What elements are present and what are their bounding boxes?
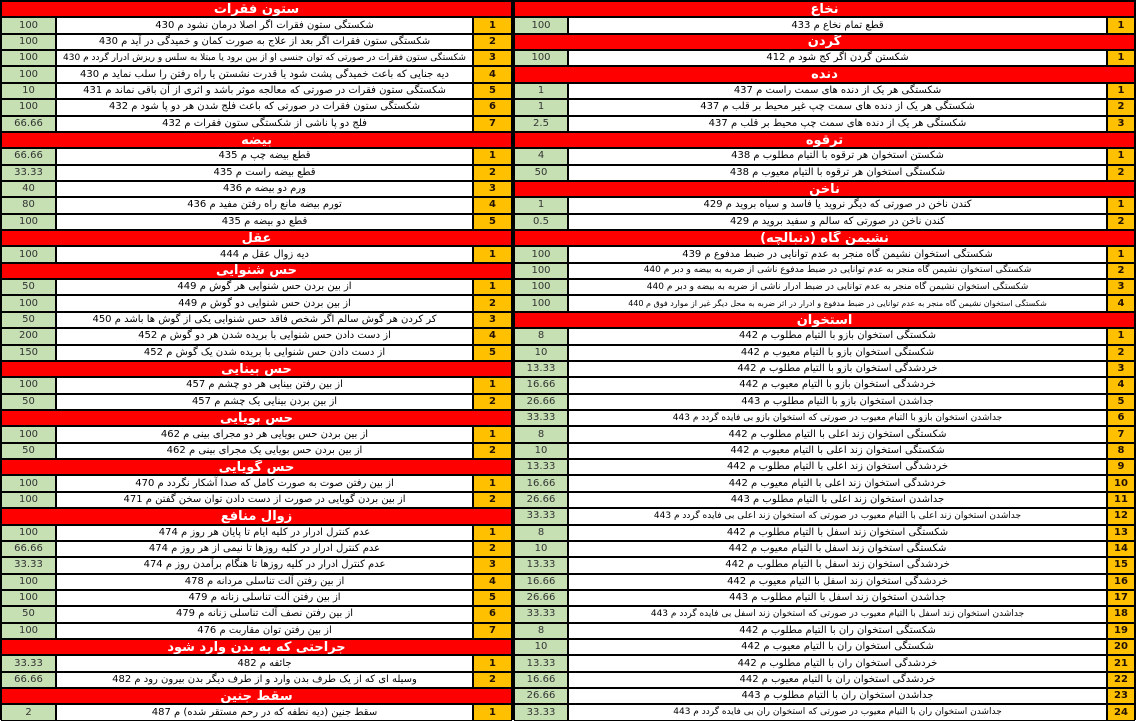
- value-cell[interactable]: 33.33: [1, 165, 56, 181]
- value-cell[interactable]: 100: [1, 17, 56, 33]
- value-cell[interactable]: 100: [1, 99, 56, 115]
- description-cell[interactable]: قطع تمام نخاع م 433: [568, 17, 1107, 33]
- right-table: [513, 0, 1136, 720]
- value-cell[interactable]: 1: [514, 197, 568, 213]
- value-cell[interactable]: 40: [1, 181, 56, 197]
- row-number-cell[interactable]: 2: [473, 443, 512, 459]
- row-number-cell[interactable]: 5: [473, 590, 512, 606]
- value-cell[interactable]: 13.33: [514, 459, 568, 475]
- row-number-cell[interactable]: 1: [1107, 83, 1135, 99]
- value-cell[interactable]: 100: [1, 574, 56, 590]
- description-cell[interactable]: شکستگی هر یک از دنده های سمت چپ محیط بر قلب م 437: [568, 116, 1107, 132]
- description-cell[interactable]: کندن ناخن در صورتی که دیگر نروید یا فاسد و سیاه بروید م 429: [568, 197, 1107, 213]
- description-cell[interactable]: از بین رفتن توان مقاربت م 476: [56, 623, 473, 639]
- description-cell[interactable]: کر کردن هر گوش سالم اگر شخص فاقد حس شنوایی یکی از گوش ها باشد م 450: [56, 312, 473, 328]
- value-cell[interactable]: 26.66: [514, 394, 568, 410]
- value-cell[interactable]: 26.66: [514, 688, 568, 704]
- description-cell[interactable]: از بین بردن حس شنوایی دو گوش م 449: [56, 295, 473, 311]
- value-cell[interactable]: 66.66: [1, 148, 56, 164]
- section-header[interactable]: سقط جنین: [1, 688, 512, 704]
- description-cell[interactable]: جداشدن استخوان ران با التیام معیوب در صورتی که استخوان ران بی فایده گردد م 443: [568, 704, 1107, 720]
- value-cell[interactable]: 100: [1, 66, 56, 82]
- description-cell[interactable]: تورم بیضه مانع راه رفتن مفید م 436: [56, 197, 473, 213]
- description-cell[interactable]: جداشدن استخوان ران با التیام مطلوب م 443: [568, 688, 1107, 704]
- description-cell[interactable]: عدم کنترل ادرار در کلیه روزها تا هنگام برآمدن روز م 474: [56, 557, 473, 573]
- row-number-cell[interactable]: 1: [473, 17, 512, 33]
- description-cell[interactable]: وسیله ای که از یک طرف بدن وارد و از طرف دیگر بدن بیرون رود م 482: [56, 672, 473, 688]
- description-cell[interactable]: دیه جنایی که باعث خمیدگی پشت شود یا قدرت نشستن یا راه رفتن را سلب نماید م 430: [56, 66, 473, 82]
- row-number-cell[interactable]: 1: [473, 655, 512, 671]
- value-cell[interactable]: 1: [514, 99, 568, 115]
- value-cell[interactable]: 2.5: [514, 116, 568, 132]
- description-cell[interactable]: شکستگی استخوان نشیمن گاه منجر به عدم توانایی در ضبط مدفوع م 439: [568, 246, 1107, 262]
- description-cell[interactable]: شکستگی استخوان نشیمن گاه منجر به عدم توانایی در ضبط ادرار ناشی از ضربه به بیضه و دبر م 440: [568, 279, 1107, 295]
- description-cell[interactable]: عدم کنترل ادرار در کلیه روزها تا نیمی از هر روز م 474: [56, 541, 473, 557]
- row-number-cell[interactable]: 3: [473, 312, 512, 328]
- value-cell[interactable]: 100: [1, 50, 56, 66]
- description-cell[interactable]: از بین بردن حس بویایی هر دو مجرای بینی م 462: [56, 426, 473, 442]
- value-cell[interactable]: 0.5: [514, 214, 568, 230]
- description-cell[interactable]: دیه زوال عقل م 444: [56, 246, 473, 262]
- row-number-cell[interactable]: 23: [1107, 688, 1135, 704]
- row-number-cell[interactable]: 2: [473, 34, 512, 50]
- row-number-cell[interactable]: 12: [1107, 508, 1135, 524]
- value-cell[interactable]: 10: [1, 83, 56, 99]
- description-cell[interactable]: از بین رفتن نصف آلت تناسلی زنانه م 479: [56, 606, 473, 622]
- section-header[interactable]: نشیمن گاه (دنبالچه): [514, 230, 1135, 246]
- value-cell[interactable]: 8: [514, 328, 568, 344]
- description-cell[interactable]: شکستگی استخوان ران با التیام مطلوب م 442: [568, 623, 1107, 639]
- value-cell[interactable]: 100: [1, 492, 56, 508]
- row-number-cell[interactable]: 2: [473, 492, 512, 508]
- row-number-cell[interactable]: 6: [473, 99, 512, 115]
- row-number-cell[interactable]: 15: [1107, 557, 1135, 573]
- value-cell[interactable]: 10: [514, 443, 568, 459]
- description-cell[interactable]: از بین رفتن آلت تناسلی مردانه م 478: [56, 574, 473, 590]
- value-cell[interactable]: 16.66: [514, 377, 568, 393]
- value-cell[interactable]: 16.66: [514, 574, 568, 590]
- description-cell[interactable]: از بین بردن حس شنوایی هر گوش م 449: [56, 279, 473, 295]
- row-number-cell[interactable]: 4: [1107, 377, 1135, 393]
- value-cell[interactable]: 13.33: [514, 557, 568, 573]
- row-number-cell[interactable]: 5: [473, 345, 512, 361]
- description-cell[interactable]: شکستن گردن اگر کج شود م 412: [568, 50, 1107, 66]
- section-header[interactable]: حس شنوایی: [1, 263, 512, 279]
- description-cell[interactable]: از بین بردن گویایی در صورت از دست دادن توان سخن گفتن م 471: [56, 492, 473, 508]
- row-number-cell[interactable]: 1: [1107, 197, 1135, 213]
- row-number-cell[interactable]: 19: [1107, 623, 1135, 639]
- row-number-cell[interactable]: 4: [1107, 295, 1135, 311]
- value-cell[interactable]: 33.33: [514, 410, 568, 426]
- section-header[interactable]: گردن: [514, 34, 1135, 50]
- description-cell[interactable]: شکستگی استخوان نشیمن گاه منجر به عدم توانایی در ضبط مدفوع و ادرار در اثر ضربه به محل دیگر غیر از موارد فوق م 440: [568, 295, 1107, 311]
- value-cell[interactable]: 26.66: [514, 590, 568, 606]
- description-cell[interactable]: شکستگی استخوان نشیمن گاه منجر به عدم توانایی در ضبط مدفوع ناشی از ضربه به بیضه و دبر م 440: [568, 263, 1107, 279]
- row-number-cell[interactable]: 4: [473, 197, 512, 213]
- description-cell[interactable]: جائفه م 482: [56, 655, 473, 671]
- row-number-cell[interactable]: 2: [473, 165, 512, 181]
- description-cell[interactable]: خردشدگی استخوان زند اعلی با التیام مطلوب م 442: [568, 459, 1107, 475]
- row-number-cell[interactable]: 2: [1107, 345, 1135, 361]
- value-cell[interactable]: 80: [1, 197, 56, 213]
- description-cell[interactable]: خردشدگی استخوان ران با التیام مطلوب م 442: [568, 655, 1107, 671]
- row-number-cell[interactable]: 17: [1107, 590, 1135, 606]
- value-cell[interactable]: 10: [514, 541, 568, 557]
- section-header[interactable]: نخاع: [514, 1, 1135, 17]
- section-header[interactable]: ترقوه: [514, 132, 1135, 148]
- value-cell[interactable]: 2: [1, 704, 56, 720]
- row-number-cell[interactable]: 2: [1107, 263, 1135, 279]
- row-number-cell[interactable]: 6: [1107, 410, 1135, 426]
- row-number-cell[interactable]: 10: [1107, 475, 1135, 491]
- value-cell[interactable]: 8: [514, 426, 568, 442]
- description-cell[interactable]: جداشدن استخوان زند اسفل با التیام معیوب در صورتی که استخوان زند اسفل بی فایده گردد م 443: [568, 606, 1107, 622]
- row-number-cell[interactable]: 5: [473, 83, 512, 99]
- section-header[interactable]: زوال منافع: [1, 508, 512, 524]
- description-cell[interactable]: از دست دادن حس شنوایی با بریده شدن یک گوش م 452: [56, 345, 473, 361]
- row-number-cell[interactable]: 18: [1107, 606, 1135, 622]
- row-number-cell[interactable]: 2: [473, 541, 512, 557]
- value-cell[interactable]: 100: [1, 590, 56, 606]
- row-number-cell[interactable]: 1: [473, 377, 512, 393]
- value-cell[interactable]: 16.66: [514, 475, 568, 491]
- row-number-cell[interactable]: 9: [1107, 459, 1135, 475]
- description-cell[interactable]: شکستگی ستون فقرات اگر اصلا درمان نشود م 430: [56, 17, 473, 33]
- description-cell[interactable]: شکستن استخوان هر ترقوه با التیام مطلوب م 438: [568, 148, 1107, 164]
- description-cell[interactable]: کندن ناخن در صورتی که سالم و سفید بروید م 429: [568, 214, 1107, 230]
- description-cell[interactable]: شکستگی استخوان هر ترقوه با التیام معیوب م 438: [568, 165, 1107, 181]
- description-cell[interactable]: فلج دو پا ناشی از شکستگی ستون فقرات م 432: [56, 116, 473, 132]
- value-cell[interactable]: 33.33: [514, 704, 568, 720]
- value-cell[interactable]: 33.33: [514, 508, 568, 524]
- row-number-cell[interactable]: 1: [473, 246, 512, 262]
- row-number-cell[interactable]: 1: [1107, 50, 1135, 66]
- value-cell[interactable]: 100: [514, 279, 568, 295]
- section-header[interactable]: حس گویایی: [1, 459, 512, 475]
- description-cell[interactable]: شکستگی استخوان بازو با التیام معیوب م 442: [568, 345, 1107, 361]
- row-number-cell[interactable]: 4: [473, 574, 512, 590]
- description-cell[interactable]: خردشدگی استخوان بازو با التیام معیوب م 442: [568, 377, 1107, 393]
- value-cell[interactable]: 13.33: [514, 655, 568, 671]
- section-header[interactable]: استخوان: [514, 312, 1135, 328]
- value-cell[interactable]: 66.66: [1, 116, 56, 132]
- row-number-cell[interactable]: 3: [1107, 116, 1135, 132]
- description-cell[interactable]: جداشدن استخوان بازو با التیام مطلوب م 443: [568, 394, 1107, 410]
- description-cell[interactable]: سقط جنین (دیه نطفه که در رحم مستقر شده) م 487: [56, 704, 473, 720]
- value-cell[interactable]: 100: [514, 295, 568, 311]
- value-cell[interactable]: 10: [514, 639, 568, 655]
- row-number-cell[interactable]: 1: [473, 704, 512, 720]
- row-number-cell[interactable]: 22: [1107, 672, 1135, 688]
- value-cell[interactable]: 100: [1, 246, 56, 262]
- description-cell[interactable]: شکستگی استخوان زند اعلی با التیام معیوب م 442: [568, 443, 1107, 459]
- description-cell[interactable]: از دست دادن حس شنوایی با بریده شدن هر دو گوش م 452: [56, 328, 473, 344]
- value-cell[interactable]: 100: [514, 263, 568, 279]
- value-cell[interactable]: 26.66: [514, 492, 568, 508]
- description-cell[interactable]: شکستگی استخوان ران با التیام معیوب م 442: [568, 639, 1107, 655]
- value-cell[interactable]: 10: [514, 345, 568, 361]
- row-number-cell[interactable]: 8: [1107, 443, 1135, 459]
- description-cell[interactable]: قطع بیضه راست م 435: [56, 165, 473, 181]
- row-number-cell[interactable]: 2: [1107, 165, 1135, 181]
- description-cell[interactable]: شکستگی ستون فقرات در صورتی که توان جنسی او از بین برود یا مبتلا به سلس و ریزش ادرار گردد م 430: [56, 50, 473, 66]
- section-header[interactable]: ستون فقرات: [1, 1, 512, 17]
- value-cell[interactable]: 50: [1, 279, 56, 295]
- value-cell[interactable]: 100: [1, 525, 56, 541]
- value-cell[interactable]: 1: [514, 83, 568, 99]
- description-cell[interactable]: شکستگی ستون فقرات در صورتی که باعث فلج شدن هر دو پا شود م 432: [56, 99, 473, 115]
- section-header[interactable]: عقل: [1, 230, 512, 246]
- value-cell[interactable]: 4: [514, 148, 568, 164]
- value-cell[interactable]: 33.33: [1, 557, 56, 573]
- description-cell[interactable]: خردشدگی استخوان ران با التیام معیوب م 442: [568, 672, 1107, 688]
- description-cell[interactable]: شکستگی استخوان زند اسفل با التیام مطلوب م 442: [568, 525, 1107, 541]
- description-cell[interactable]: خردشدگی استخوان زند اعلی با التیام معیوب م 442: [568, 475, 1107, 491]
- row-number-cell[interactable]: 1: [473, 148, 512, 164]
- row-number-cell[interactable]: 7: [1107, 426, 1135, 442]
- row-number-cell[interactable]: 1: [1107, 17, 1135, 33]
- row-number-cell[interactable]: 1: [473, 426, 512, 442]
- description-cell[interactable]: خردشدگی استخوان زند اسفل با التیام معیوب م 442: [568, 574, 1107, 590]
- value-cell[interactable]: 8: [514, 525, 568, 541]
- description-cell[interactable]: ورم دو بیضه م 436: [56, 181, 473, 197]
- description-cell[interactable]: شکستگی استخوان بازو با التیام مطلوب م 442: [568, 328, 1107, 344]
- value-cell[interactable]: 100: [1, 377, 56, 393]
- row-number-cell[interactable]: 7: [473, 623, 512, 639]
- description-cell[interactable]: جداشدن استخوان زند اسفل با التیام مطلوب م 443: [568, 590, 1107, 606]
- row-number-cell[interactable]: 3: [473, 557, 512, 573]
- value-cell[interactable]: 100: [1, 214, 56, 230]
- description-cell[interactable]: شکستگی استخوان زند اعلی با التیام مطلوب م 442: [568, 426, 1107, 442]
- value-cell[interactable]: 50: [1, 312, 56, 328]
- section-header[interactable]: بیضه: [1, 132, 512, 148]
- row-number-cell[interactable]: 6: [473, 606, 512, 622]
- value-cell[interactable]: 150: [1, 345, 56, 361]
- row-number-cell[interactable]: 24: [1107, 704, 1135, 720]
- value-cell[interactable]: 8: [514, 623, 568, 639]
- value-cell[interactable]: 16.66: [514, 672, 568, 688]
- description-cell[interactable]: خردشدگی استخوان بازو با التیام مطلوب م 442: [568, 361, 1107, 377]
- row-number-cell[interactable]: 7: [473, 116, 512, 132]
- description-cell[interactable]: جداشدن استخوان بازو با التیام معیوب در صورتی که استخوان بازو بی فایده گردد م 443: [568, 410, 1107, 426]
- row-number-cell[interactable]: 1: [1107, 328, 1135, 344]
- value-cell[interactable]: 50: [1, 443, 56, 459]
- value-cell[interactable]: 33.33: [1, 655, 56, 671]
- description-cell[interactable]: شکستگی ستون فقرات اگر بعد از علاج به صورت کمان و خمیدگی در آید م 430: [56, 34, 473, 50]
- row-number-cell[interactable]: 1: [1107, 246, 1135, 262]
- value-cell[interactable]: 33.33: [514, 606, 568, 622]
- section-header[interactable]: حس بویایی: [1, 410, 512, 426]
- row-number-cell[interactable]: 14: [1107, 541, 1135, 557]
- section-header[interactable]: دنده: [514, 66, 1135, 82]
- value-cell[interactable]: 13.33: [514, 361, 568, 377]
- row-number-cell[interactable]: 3: [473, 181, 512, 197]
- row-number-cell[interactable]: 20: [1107, 639, 1135, 655]
- row-number-cell[interactable]: 13: [1107, 525, 1135, 541]
- section-header[interactable]: ناخن: [514, 181, 1135, 197]
- row-number-cell[interactable]: 2: [473, 672, 512, 688]
- value-cell[interactable]: 100: [1, 426, 56, 442]
- description-cell[interactable]: شکستگی استخوان زند اسفل با التیام معیوب م 442: [568, 541, 1107, 557]
- row-number-cell[interactable]: 5: [1107, 394, 1135, 410]
- row-number-cell[interactable]: 1: [1107, 148, 1135, 164]
- section-header[interactable]: حس بینایی: [1, 361, 512, 377]
- row-number-cell[interactable]: 1: [473, 475, 512, 491]
- value-cell[interactable]: 100: [514, 50, 568, 66]
- description-cell[interactable]: خردشدگی استخوان زند اسفل با التیام مطلوب م 442: [568, 557, 1107, 573]
- row-number-cell[interactable]: 1: [473, 279, 512, 295]
- value-cell[interactable]: 100: [514, 246, 568, 262]
- value-cell[interactable]: 100: [1, 295, 56, 311]
- value-cell[interactable]: 100: [1, 34, 56, 50]
- description-cell[interactable]: از بین رفتن صوت به صورت کامل که صدا آشکار نگردد م 470: [56, 475, 473, 491]
- row-number-cell[interactable]: 5: [473, 214, 512, 230]
- row-number-cell[interactable]: 11: [1107, 492, 1135, 508]
- description-cell[interactable]: از بین بردن بینایی یک چشم م 457: [56, 394, 473, 410]
- row-number-cell[interactable]: 2: [473, 394, 512, 410]
- row-number-cell[interactable]: 2: [1107, 214, 1135, 230]
- value-cell[interactable]: 50: [1, 394, 56, 410]
- description-cell[interactable]: شکستگی ستون فقرات در صورتی که معالجه موثر باشد و اثری از آن باقی نماند م 431: [56, 83, 473, 99]
- value-cell[interactable]: 66.66: [1, 541, 56, 557]
- section-header[interactable]: جراحتی که به بدن وارد شود: [1, 639, 512, 655]
- row-number-cell[interactable]: 1: [473, 525, 512, 541]
- row-number-cell[interactable]: 2: [473, 295, 512, 311]
- row-number-cell[interactable]: 4: [473, 328, 512, 344]
- description-cell[interactable]: قطع بیضه چپ م 435: [56, 148, 473, 164]
- description-cell[interactable]: عدم کنترل ادرار در کلیه ایام تا پایان هر روز م 474: [56, 525, 473, 541]
- row-number-cell[interactable]: 4: [473, 66, 512, 82]
- row-number-cell[interactable]: 3: [1107, 279, 1135, 295]
- value-cell[interactable]: 100: [514, 17, 568, 33]
- description-cell[interactable]: شکستگی هر یک از دنده های سمت راست م 437: [568, 83, 1107, 99]
- row-number-cell[interactable]: 21: [1107, 655, 1135, 671]
- value-cell[interactable]: 200: [1, 328, 56, 344]
- row-number-cell[interactable]: 2: [1107, 99, 1135, 115]
- value-cell[interactable]: 50: [514, 165, 568, 181]
- row-number-cell[interactable]: 16: [1107, 574, 1135, 590]
- left-table: [0, 0, 513, 720]
- row-number-cell[interactable]: 3: [473, 50, 512, 66]
- description-cell[interactable]: جداشدن استخوان زند اعلی با التیام مطلوب م 443: [568, 492, 1107, 508]
- value-cell[interactable]: 100: [1, 623, 56, 639]
- row-number-cell[interactable]: 3: [1107, 361, 1135, 377]
- description-cell[interactable]: قطع دو بیضه م 435: [56, 214, 473, 230]
- value-cell[interactable]: 100: [1, 475, 56, 491]
- description-cell[interactable]: جداشدن استخوان زند اعلی با التیام معیوب در صورتی که استخوان زند اعلی بی فایده گردد م 443: [568, 508, 1107, 524]
- value-cell[interactable]: 50: [1, 606, 56, 622]
- value-cell[interactable]: 66.66: [1, 672, 56, 688]
- description-cell[interactable]: شکستگی هر یک از دنده های سمت چپ غیر محیط بر قلب م 437: [568, 99, 1107, 115]
- description-cell[interactable]: از بین رفتن بینایی هر دو چشم م 457: [56, 377, 473, 393]
- description-cell[interactable]: از بین بردن حس بویایی یک مجرای بینی م 462: [56, 443, 473, 459]
- description-cell[interactable]: از بین رفتن آلت تناسلی زنانه م 479: [56, 590, 473, 606]
